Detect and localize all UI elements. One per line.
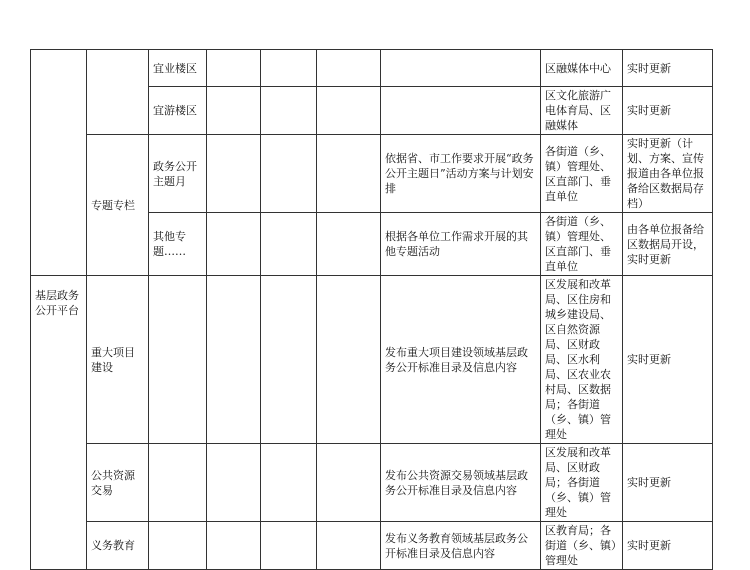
- item-name: 政务公开主题月: [149, 135, 207, 213]
- update-time: 实时更新: [623, 276, 713, 444]
- item-name: 宜业楼区: [149, 50, 207, 87]
- basis-text: 根据各单位工作需求开展的其他专题活动: [381, 213, 541, 276]
- item-name: 重大项目建设: [87, 276, 149, 444]
- responsible-dept: 区教育局；各街道（乡、镇）管理处: [541, 522, 623, 570]
- item-name: 其他专题……: [149, 213, 207, 276]
- table-row: [31, 276, 713, 444]
- table-row: [31, 444, 713, 522]
- basis-text: 发布义务教育领域基层政务公开标准目录及信息内容: [381, 522, 541, 570]
- responsible-dept: 各街道（乡、镇）管理处、区直部门、垂直单位: [541, 135, 623, 213]
- update-time: 实时更新: [623, 87, 713, 135]
- responsible-dept: 区发展和改革局、区住房和城乡建设局、区自然资源局、区财政局、区水利局、区农业农村局、区数据局；各街道（乡、镇）管理处: [541, 276, 623, 444]
- responsible-dept: 区融媒体中心: [541, 50, 623, 87]
- update-time: 由各单位报备给区数据局开设，实时更新: [623, 213, 713, 276]
- responsible-dept: 区发展和改革局、区财政局；各街道（乡、镇）管理处: [541, 444, 623, 522]
- responsible-dept: 区文化旅游广电体育局、区融媒体: [541, 87, 623, 135]
- item-name: 公共资源交易: [87, 444, 149, 522]
- basis-text: 发布公共资源交易领域基层政务公开标准目录及信息内容: [381, 444, 541, 522]
- item-name: 义务教育: [87, 522, 149, 570]
- group-label: 基层政务公开平台: [31, 276, 87, 570]
- table-row: [31, 135, 713, 213]
- update-time: 实时更新（计划、方案、宣传报道由各单位报备给区数据局存档）: [623, 135, 713, 213]
- table-row: [31, 522, 713, 570]
- basis-text: 发布重大项目建设领域基层政务公开标准目录及信息内容: [381, 276, 541, 444]
- update-time: 实时更新: [623, 50, 713, 87]
- disclosure-table: [30, 49, 713, 570]
- item-name: 宜游楼区: [149, 87, 207, 135]
- table-row: [31, 50, 713, 87]
- update-time: 实时更新: [623, 444, 713, 522]
- update-time: 实时更新: [623, 522, 713, 570]
- basis-text: 依据省、市工作要求开展“政务公开主题日”活动方案与计划安排: [381, 135, 541, 213]
- responsible-dept: 各街道（乡、镇）管理处、区直部门、垂直单位: [541, 213, 623, 276]
- group-label: 专题专栏: [87, 135, 149, 276]
